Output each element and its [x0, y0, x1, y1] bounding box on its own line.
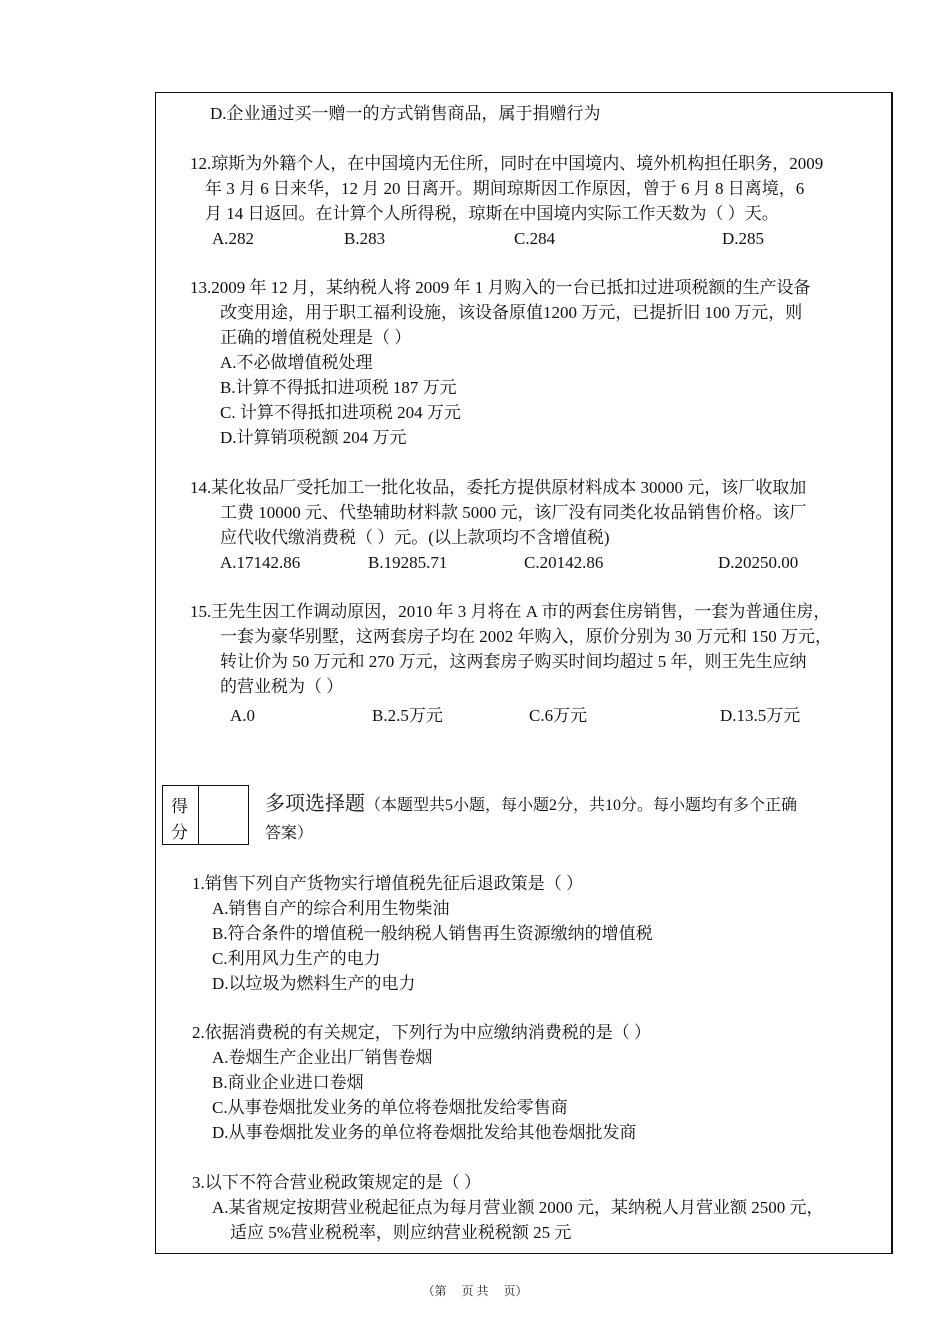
q14-option-b: B.19285.71 [368, 553, 448, 572]
m2-option-d: D.从事卷烟批发业务的单位将卷烟批发给其他卷烟批发商 [212, 1123, 637, 1142]
q14-option-d: D.20250.00 [718, 553, 799, 572]
footer-page-prefix: （第 [422, 1284, 447, 1298]
q12-option-c: C.284 [514, 229, 556, 248]
q12-stem-line-1: 12.琼斯为外籍个人，在中国境内无住所，同时在中国境内、境外机构担任职务，2009 [190, 154, 824, 173]
m2-option-c: C.从事卷烟批发业务的单位将卷烟批发给零售商 [212, 1098, 568, 1117]
q15-option-b: B.2.5万元 [372, 706, 443, 725]
section-note: （本题型共5小题，每小题2分，共10分。每小题均有多个正确 [365, 797, 798, 814]
footer-page-middle: 页 共 [461, 1284, 489, 1298]
q12-option-d: D.285 [722, 229, 765, 248]
m1-option-d: D.以垃圾为燃料生产的电力 [212, 974, 416, 993]
m2-option-b: B.商业企业进口卷烟 [212, 1073, 364, 1092]
q15-stem-line-2: 一套为豪华别墅，这两套房子均在 2002 年购入，原价分别为 30 万元和 150 万元， [220, 627, 832, 646]
q13-option-d: D.计算销项税额 204 万元 [220, 428, 407, 447]
q14-stem-line-2: 工费 10000 元、代垫辅助材料款 5000 元，该厂没有同类化妆品销售价格。该厂 [220, 503, 807, 522]
q11-option-d: D.企业通过买一赠一的方式销售商品，属于捐赠行为 [210, 104, 601, 123]
m1-option-c: C.利用风力生产的电力 [212, 949, 381, 968]
q12-option-b: B.283 [344, 229, 386, 248]
m2-option-a: A.卷烟生产企业出厂销售卷烟 [212, 1048, 433, 1067]
q14-option-c: C.20142.86 [524, 553, 604, 572]
m2-stem: 2.依据消费税的有关规定，下列行为中应缴纳消费税的是（ ） [192, 1023, 651, 1042]
m3-option-a-line-2: 适应 5%营业税税率，则应纳营业税税额 25 元 [230, 1223, 572, 1242]
q12-option-a: A.282 [212, 229, 255, 248]
q15-stem-line-4: 的营业税为（ ） [220, 677, 344, 696]
score-box [162, 785, 249, 845]
section-title: 多项选择题 [265, 793, 365, 815]
section-note-continued: 答案） [265, 825, 314, 842]
m3-stem: 3.以下不符合营业税政策规定的是（ ） [192, 1173, 481, 1192]
q12-stem-line-2: 年 3 月 6 日来华，12 月 20 日离开。期间琼斯因工作原因，曾于 6 月 8 日离境，6 [205, 179, 805, 198]
q12-stem-line-3: 月 14 日返回。在计算个人所得税，琼斯在中国境内实际工作天数为（ ）天。 [205, 204, 779, 223]
score-label-fen: 分 [171, 823, 188, 842]
q14-stem-line-1: 14.某化妆品厂受托加工一批化妆品，委托方提供原材料成本 30000 元，该厂收取加 [190, 478, 807, 497]
section-heading [265, 787, 797, 816]
q13-option-c: C. 计算不得抵扣进项税 204 万元 [220, 403, 461, 422]
footer-page-suffix: 页） [503, 1284, 528, 1298]
q15-stem-line-1: 15.王先生因工作调动原因，2010 年 3 月将在 A 市的两套住房销售，一套为普通住房， [190, 602, 831, 621]
page-footer [0, 1282, 950, 1299]
q15-option-a: A.0 [230, 706, 256, 725]
q13-option-b: B.计算不得抵扣进项税 187 万元 [220, 378, 457, 397]
score-box-divider [198, 786, 199, 844]
m1-option-b: B.符合条件的增值税一般纳税人销售再生资源缴纳的增值税 [212, 924, 653, 943]
score-label-de: 得 [171, 797, 188, 816]
q15-option-c: C.6万元 [529, 706, 588, 725]
q14-stem-line-3: 应代收代缴消费税（ ）元。(以上款项均不含增值税) [220, 528, 610, 547]
q13-option-a: A.不必做增值税处理 [220, 353, 373, 372]
m1-stem: 1.销售下列自产货物实行增值税先征后退政策是（ ） [192, 874, 583, 893]
q13-stem-line-2: 改变用途，用于职工福利设施，该设备原值1200 万元，已提折旧 100 万元，则 [220, 303, 803, 322]
q13-stem-line-1: 13.2009 年 12 月，某纳税人将 2009 年 1 月购入的一台已抵扣过进项税额的生产设备 [190, 278, 811, 297]
q14-option-a: A.17142.86 [220, 553, 301, 572]
q15-option-d: D.13.5万元 [720, 706, 801, 725]
q13-stem-line-3: 正确的增值税处理是（ ） [220, 328, 412, 347]
m1-option-a: A.销售自产的综合利用生物柴油 [212, 899, 450, 918]
m3-option-a-line-1: A.某省规定按期营业税起征点为每月营业额 2000 元，某纳税人月营业额 2500 元， [212, 1198, 824, 1217]
q15-stem-line-3: 转让价为 50 万元和 270 万元，这两套房子购买时间均超过 5 年，则王先生应纳 [220, 652, 807, 671]
